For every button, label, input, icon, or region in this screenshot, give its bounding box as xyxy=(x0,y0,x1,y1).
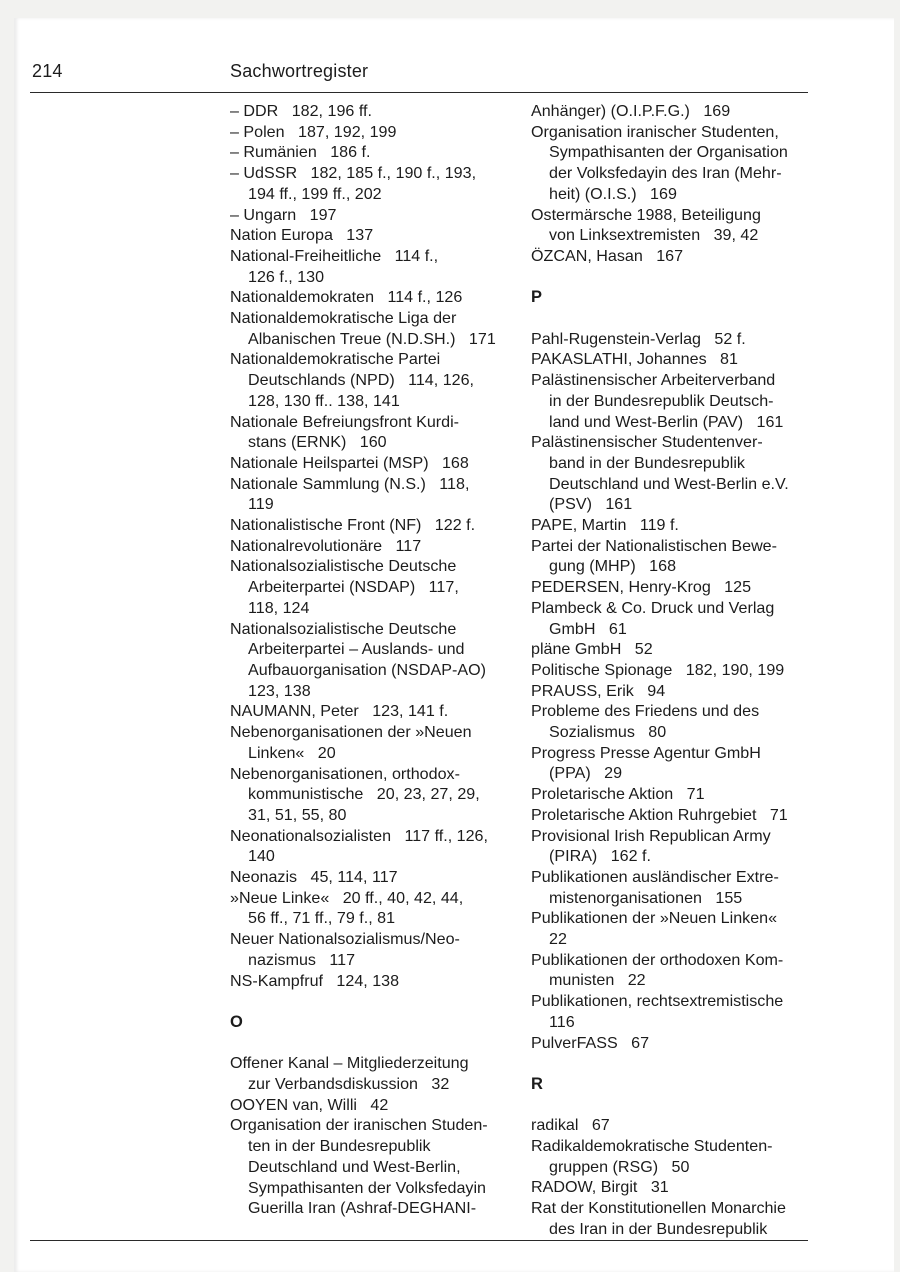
index-entry xyxy=(531,205,821,246)
index-entry-term: Nationaldemokratische Partei xyxy=(230,350,441,369)
page-number: 214 xyxy=(32,61,63,81)
index-entry xyxy=(531,660,821,681)
index-entry-term: Nationalsozialistische Deutsche xyxy=(230,557,457,576)
index-entry-term: Nationalrevolutionäre 117 xyxy=(230,536,422,555)
index-entry-continuation: Deutschlands (NPD) 114, 126, xyxy=(248,371,475,390)
entry-group xyxy=(531,101,821,267)
index-entry-term: Progress Presse Agentur GmbH xyxy=(531,743,761,762)
index-entry xyxy=(230,142,512,163)
index-entry xyxy=(230,412,512,453)
index-entry xyxy=(230,1115,512,1219)
index-entry-continuation: der Volksfedayin des Iran (Mehr- xyxy=(549,164,782,183)
index-entry-term: – UdSSR 182, 185 f., 190 f., 193, xyxy=(230,164,477,183)
index-entry xyxy=(230,308,512,349)
index-entry xyxy=(230,474,512,515)
index-entry-term: PAPE, Martin 119 f. xyxy=(531,516,679,535)
index-entry xyxy=(531,1136,821,1177)
index-entry xyxy=(230,867,512,888)
index-entry-term: Radikaldemokratische Studenten- xyxy=(531,1137,773,1156)
index-entry-continuation: 140 xyxy=(248,847,275,866)
index-entry xyxy=(531,1033,821,1054)
index-entry-term: radikal 67 xyxy=(531,1116,610,1135)
index-column-left xyxy=(230,101,512,1219)
entry-group xyxy=(230,101,512,991)
index-entry-term: Rat der Konstitutionellen Monarchie xyxy=(531,1199,786,1218)
index-entry xyxy=(230,349,512,411)
index-entry-term: – Polen 187, 192, 199 xyxy=(230,122,397,141)
index-entry-term: »Neue Linke« 20 ff., 40, 42, 44, xyxy=(230,888,464,907)
index-entry-term: Neuer Nationalsozialismus/Neo- xyxy=(230,930,460,949)
index-entry-continuation: zur Verbandsdiskussion 32 xyxy=(248,1075,450,1093)
index-entry xyxy=(230,888,512,929)
index-entry xyxy=(230,205,512,226)
index-entry xyxy=(230,971,512,992)
index-entry-term: OOYEN van, Willi 42 xyxy=(230,1095,389,1114)
index-entry xyxy=(230,1095,512,1116)
footer-rule xyxy=(30,1240,808,1241)
index-entry-continuation: ten in der Bundesrepublik xyxy=(248,1137,431,1156)
index-entry xyxy=(531,349,821,370)
index-entry xyxy=(531,784,821,805)
index-entry-continuation: gruppen (RSG) 50 xyxy=(549,1157,690,1176)
entry-group xyxy=(230,1053,512,1219)
index-entry xyxy=(531,681,821,702)
index-entry xyxy=(531,908,821,949)
section-heading-r: R xyxy=(531,1074,543,1093)
index-entry-continuation: Sympathisanten der Volksfedayin xyxy=(248,1178,486,1197)
index-entry-continuation: Guerilla Iran (Ashraf-DEGHANI- xyxy=(248,1199,477,1218)
index-entry-term: Nationale Befreiungsfront Kurdi- xyxy=(230,412,460,431)
index-entry xyxy=(531,329,821,350)
index-entry xyxy=(230,163,512,204)
page-title: Sachwortregister xyxy=(230,61,369,81)
index-entry-term: Neonazis 45, 114, 117 xyxy=(230,868,398,887)
index-entry-continuation: 119 xyxy=(248,495,274,514)
index-entry-continuation: stans (ERNK) 160 xyxy=(248,433,387,452)
index-entry-continuation: (PPA) 29 xyxy=(549,764,623,783)
section-spacer xyxy=(230,991,512,1012)
index-entry xyxy=(230,826,512,867)
index-entry-continuation: in der Bundesrepublik Deutsch- xyxy=(549,391,774,410)
index-entry-term: Nebenorganisationen der »Neuen xyxy=(230,723,472,742)
index-entry-term: – Ungarn 197 xyxy=(230,205,337,224)
index-entry xyxy=(531,1177,821,1198)
section-spacer xyxy=(531,308,821,329)
index-entry-continuation: Arbeiterpartei (NSDAP) 117, xyxy=(248,578,459,597)
index-entry-continuation: Sympathisanten der Organisation xyxy=(549,143,788,162)
index-entry-continuation: des Iran in der Bundesrepublik xyxy=(549,1219,768,1238)
index-entry-term: Ostermärsche 1988, Beteiligung xyxy=(531,205,761,224)
index-entry-term: Offener Kanal – Mitgliederzeitung xyxy=(230,1054,469,1073)
index-entry-continuation: Linken« 20 xyxy=(248,743,336,762)
index-entry xyxy=(230,246,512,287)
index-entry xyxy=(531,432,821,515)
index-entry xyxy=(531,101,821,122)
index-entry-continuation: (PSV) 161 xyxy=(549,495,633,514)
index-entry-continuation: 56 ff., 71 ff., 79 f., 81 xyxy=(248,909,396,928)
index-entry-term: Plambeck & Co. Druck und Verlag xyxy=(531,598,775,617)
index-entry xyxy=(230,536,512,557)
entry-group xyxy=(531,329,821,1054)
index-entry xyxy=(531,826,821,867)
index-entry-term: Nationale Heilspartei (MSP) 168 xyxy=(230,453,469,472)
index-entry-continuation: 194 ff., 199 ff., 202 xyxy=(248,184,382,203)
index-entry-continuation: 31, 51, 55, 80 xyxy=(248,805,347,824)
index-entry-continuation: GmbH 61 xyxy=(549,619,627,638)
section-spacer xyxy=(531,267,821,288)
section-spacer xyxy=(531,1053,821,1074)
index-entry-term: Anhänger) (O.I.P.F.G.) 169 xyxy=(531,102,731,120)
index-entry-term: PAKASLATHI, Johannes 81 xyxy=(531,350,738,369)
index-entry-term: Nebenorganisationen, orthodox- xyxy=(230,764,460,783)
index-entry-continuation: land und West-Berlin (PAV) 161 xyxy=(549,412,784,431)
index-entry-term: Neonationalsozialisten 117 ff., 126, xyxy=(230,826,488,845)
index-entry-continuation: 116 xyxy=(549,1012,575,1031)
index-entry-term: Nationaldemokraten 114 f., 126 xyxy=(230,288,463,307)
index-entry-term: PEDERSEN, Henry-Krog 125 xyxy=(531,578,752,597)
index-entry-continuation: kommunistische 20, 23, 27, 29, xyxy=(248,785,480,804)
index-entry-term: PulverFASS 67 xyxy=(531,1033,650,1052)
index-entry xyxy=(531,246,821,267)
index-entry xyxy=(230,619,512,702)
index-entry xyxy=(230,929,512,970)
index-entry xyxy=(230,722,512,763)
index-entry-term: Publikationen ausländischer Extre- xyxy=(531,867,779,886)
index-entry-continuation: Albanischen Treue (N.D.SH.) 171 xyxy=(248,329,496,348)
index-entry xyxy=(531,867,821,908)
index-entry-term: Publikationen, rechtsextremistische xyxy=(531,992,784,1011)
index-entry-term: NS-Kampfruf 124, 138 xyxy=(230,971,400,990)
index-entry xyxy=(230,101,512,122)
index-entry-continuation: Deutschland und West-Berlin, xyxy=(248,1157,461,1176)
index-entry xyxy=(531,577,821,598)
index-entry-term: Proletarische Aktion Ruhrgebiet 71 xyxy=(531,805,788,824)
index-entry-term: RADOW, Birgit 31 xyxy=(531,1178,669,1197)
index-entry-continuation: Aufbauorganisation (NSDAP-AO) xyxy=(248,660,486,679)
index-entry xyxy=(230,122,512,143)
index-entry-continuation: gung (MHP) 168 xyxy=(549,557,677,576)
index-entry-continuation: 123, 138 xyxy=(248,681,311,700)
index-entry-term: NAUMANN, Peter 123, 141 f. xyxy=(230,702,449,721)
index-entry-term: National-Freiheitliche 114 f., xyxy=(230,246,439,265)
index-entry-term: ÖZCAN, Hasan 167 xyxy=(531,246,684,265)
index-entry-term: Probleme des Friedens und des xyxy=(531,702,760,721)
index-column-right xyxy=(531,101,821,1240)
index-entry xyxy=(230,764,512,826)
index-entry xyxy=(531,515,821,536)
index-entry-term: Organisation iranischer Studenten, xyxy=(531,122,779,141)
index-entry-continuation: 22 xyxy=(549,930,567,949)
header-rule xyxy=(30,92,808,93)
index-entry-term: Provisional Irish Republican Army xyxy=(531,826,771,845)
index-entry xyxy=(531,805,821,826)
index-entry xyxy=(531,1198,821,1239)
index-entry-continuation: Sozialismus 80 xyxy=(549,723,667,742)
index-entry xyxy=(230,287,512,308)
section-heading-p: P xyxy=(531,288,543,307)
index-entry-term: Politische Spionage 182, 190, 199 xyxy=(531,660,785,679)
index-entry-continuation: 118, 124 xyxy=(248,598,310,617)
index-entry-continuation: (PIRA) 162 f. xyxy=(549,847,651,866)
index-entry-term: Nationalsozialistische Deutsche xyxy=(230,619,457,638)
index-entry xyxy=(531,991,821,1032)
index-entry xyxy=(531,1115,821,1136)
index-entry-continuation: 128, 130 ff.. 138, 141 xyxy=(248,391,400,410)
index-entry-term: Palästinensischer Arbeiterverband xyxy=(531,371,776,390)
index-entry-term: Nation Europa 137 xyxy=(230,226,374,245)
index-entry xyxy=(531,536,821,577)
index-entry-continuation: Deutschland und West-Berlin e.V. xyxy=(549,474,789,493)
section-spacer xyxy=(230,1033,512,1054)
index-entry xyxy=(230,701,512,722)
index-entry xyxy=(230,1053,512,1094)
index-entry-term: Pahl-Rugenstein-Verlag 52 f. xyxy=(531,329,746,348)
index-entry xyxy=(531,950,821,991)
section-spacer xyxy=(531,1095,821,1116)
index-entry-term: Partei der Nationalistischen Bewe- xyxy=(531,536,777,555)
index-entry xyxy=(531,122,821,205)
index-entry xyxy=(230,225,512,246)
index-entry xyxy=(230,556,512,618)
index-entry-continuation: 126 f., 130 xyxy=(248,267,325,286)
index-entry xyxy=(230,453,512,474)
index-entry xyxy=(531,701,821,742)
index-entry-term: PRAUSS, Erik 94 xyxy=(531,681,666,700)
index-entry xyxy=(531,370,821,432)
index-entry-continuation: heit) (O.I.S.) 169 xyxy=(549,184,677,203)
index-entry-term: – Rumänien 186 f. xyxy=(230,143,371,162)
index-entry-term: Nationaldemokratische Liga der xyxy=(230,309,457,328)
index-entry-term: Nationale Sammlung (N.S.) 118, xyxy=(230,474,470,493)
index-entry-continuation: band in der Bundesrepublik xyxy=(549,453,745,472)
index-entry-term: Nationalistische Front (NF) 122 f. xyxy=(230,516,476,535)
entry-group xyxy=(531,1115,821,1239)
index-entry-term: Publikationen der »Neuen Linken« xyxy=(531,909,778,928)
index-entry-continuation: munisten 22 xyxy=(549,971,646,990)
index-entry-continuation: von Linksextremisten 39, 42 xyxy=(549,226,759,245)
index-entry xyxy=(531,743,821,784)
index-entry-continuation: nazismus 117 xyxy=(248,950,356,969)
index-entry xyxy=(531,598,821,639)
index-entry xyxy=(531,639,821,660)
index-entry-term: pläne GmbH 52 xyxy=(531,640,653,659)
index-entry-continuation: Arbeiterpartei – Auslands- und xyxy=(248,640,465,659)
index-entry-term: Organisation der iranischen Studen- xyxy=(230,1116,488,1135)
section-heading-o: O xyxy=(230,1012,243,1031)
index-entry-term: Publikationen der orthodoxen Kom- xyxy=(531,950,784,969)
index-entry xyxy=(230,515,512,536)
index-entry-term: Palästinensischer Studentenver- xyxy=(531,433,763,452)
index-entry-term: – DDR 182, 196 ff. xyxy=(230,102,372,120)
index-entry-term: Proletarische Aktion 71 xyxy=(531,785,705,804)
index-entry-continuation: mistenorganisationen 155 xyxy=(549,888,743,907)
